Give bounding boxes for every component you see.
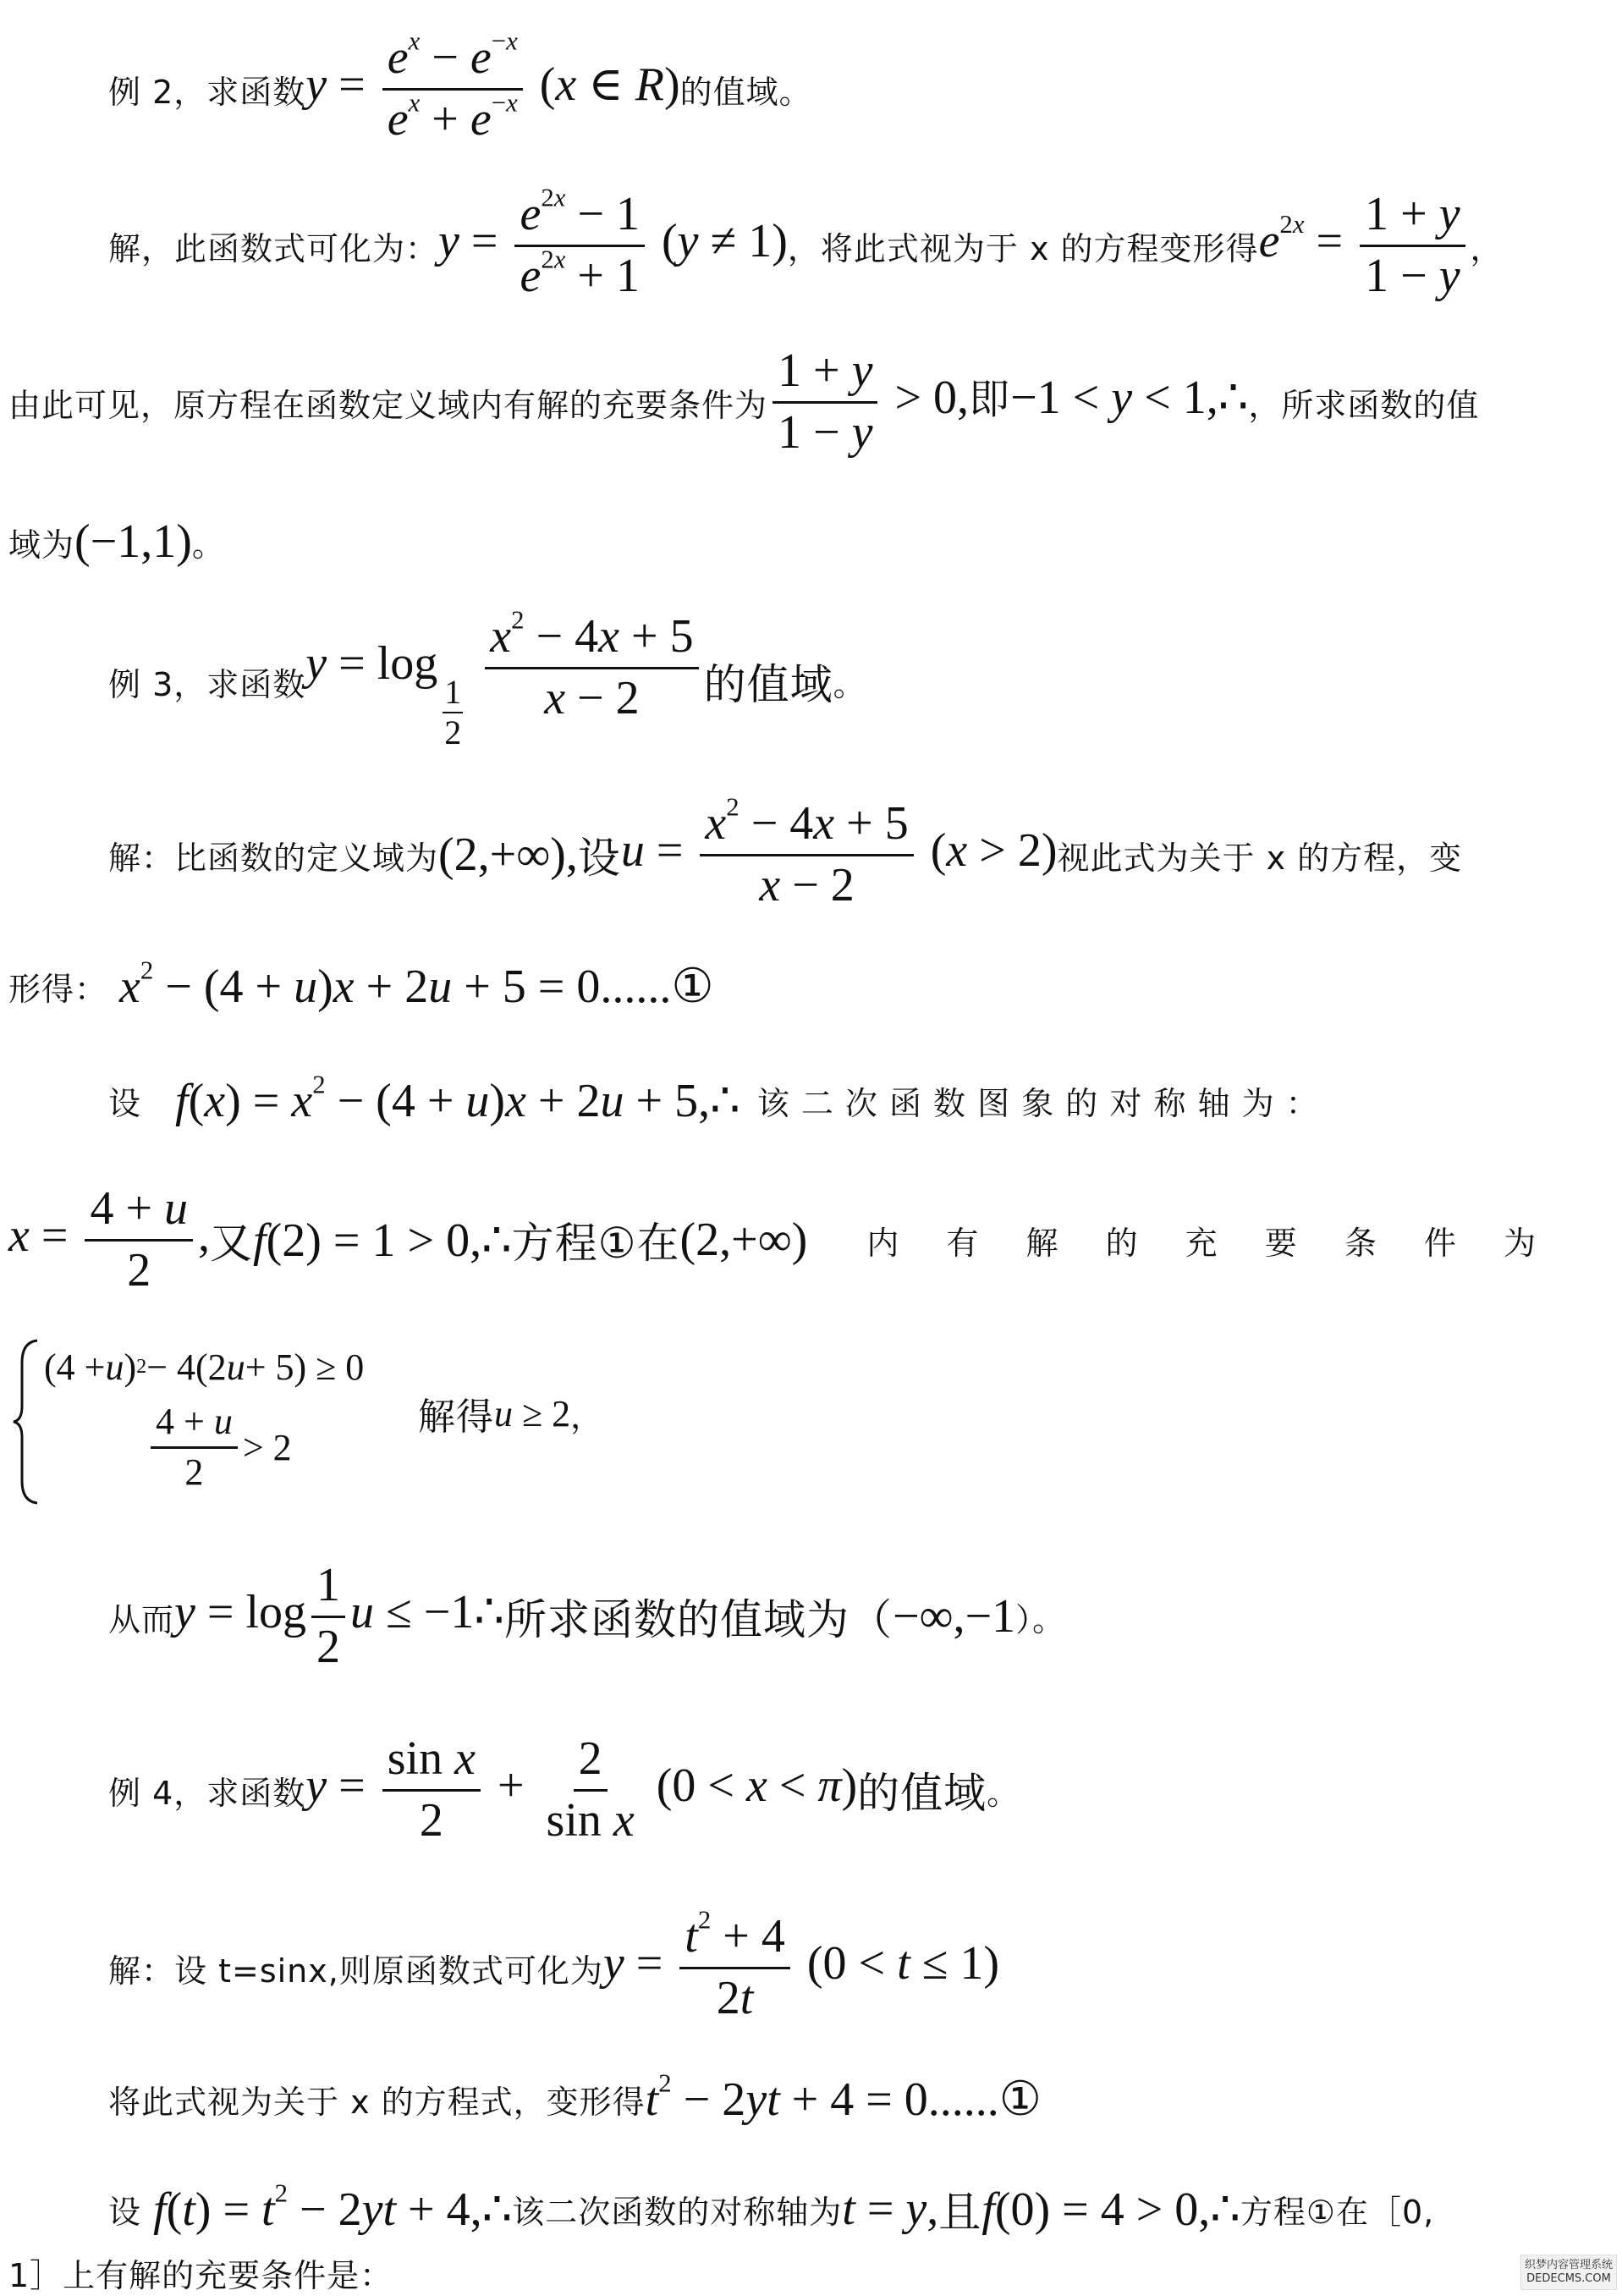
equation-1: $x^2 - (4 + u)x + 2u + 5$ = 0......① (119, 955, 714, 1013)
fraction: $\frac{t^2 + 4}{2t}$ (679, 1911, 790, 2024)
solution-4-line-4 (8, 2251, 393, 2293)
solution-3-line-3 (108, 1058, 1319, 1142)
solution-4-line-2 (108, 2056, 1042, 2141)
solve-text: 解得 (418, 1396, 494, 1439)
comma: ， (1470, 229, 1504, 267)
solution-2-tail: ，所求函数的值 (1248, 386, 1480, 424)
solution-2-line-3 (8, 499, 225, 584)
fraction: $\frac{1 + y}{1 - y}$ (773, 345, 877, 459)
comma: ， (570, 1397, 604, 1435)
solution-3-line-4 (8, 1168, 1554, 1312)
solution-2-condition-text: 由此可见，原方程在函数定义域内有解的充要条件为 (8, 386, 768, 424)
example-2-label: 例 2，求函数 (108, 73, 306, 111)
brace-icon (10, 1337, 44, 1506)
transform-label: 形得： (8, 970, 108, 1008)
solution-4-text: 将此式视为关于 x 的方程式，变形得 (108, 2083, 646, 2121)
fraction: $\frac{x^2 - 4x + 5}{x - 2}$ (485, 611, 698, 724)
solution-2-line-1 (108, 173, 1504, 317)
equation-ref: 方程①在 (511, 1219, 680, 1268)
solution-2-formula-1: y = $\frac{e^{2x} - 1}{e^{2x} + 1}$ (y ≠ 1) (438, 183, 788, 302)
equation-t: $t^2 - 2yt + 4$ = 0......① (645, 2068, 1042, 2126)
ji-text: 即 (969, 375, 1011, 423)
example-2-suffix: 的值域。 (679, 73, 812, 111)
solve-result: 解得 u ≥ 2 ， (418, 1379, 603, 1447)
solution-2-line-2 (8, 330, 1479, 474)
range-value: (−1,1) (74, 515, 192, 568)
solution-2-text: ，将此式视为于 x 的方程变形得 (787, 229, 1259, 267)
f2-value: f(2) = 1 > 0,∴ (253, 1214, 512, 1267)
fraction: $\frac{4 + u}{2}$ (151, 1401, 238, 1493)
example-4-line (108, 1718, 1020, 1862)
solution-4-intro: 解：设 t=sinx,则原函数式可化为 (108, 1952, 603, 1990)
solution-3-intro: 解：比函数的定义域为 (108, 839, 439, 877)
watermark-logo (1520, 2255, 1617, 2290)
axis-text: 该 二 次 函 数 图 象 的 对 称 轴 为 ： (756, 1084, 1319, 1122)
period: 。 (191, 526, 225, 564)
substitution-formula: u = $\frac{x^2 - 4x + 5}{x - 2}$ (x > 2) (620, 792, 1058, 911)
and-text: 且 (938, 2188, 982, 2237)
let-text: 设 (577, 834, 621, 883)
fraction: $\frac{1 + y}{1 - y}$ (1360, 189, 1465, 302)
solution-2-condition-formula: $\frac{1 + y}{1 - y}$ > 0,即−1 < y < 1,∴ (767, 345, 1248, 459)
example-4-suffix: 的值域 (857, 1769, 987, 1818)
example-4-label: 例 4，求函数 (108, 1774, 306, 1812)
interval-value: (2,+∞) (679, 1214, 808, 1266)
period: 。 (987, 1774, 1020, 1812)
fraction: $\frac{1}{2}$ (311, 1560, 345, 1673)
example-2-line (108, 8, 812, 169)
axis-text: 该二次函数的对称轴为 (512, 2193, 843, 2231)
example-3-line (108, 605, 866, 753)
example-3-suffix: 的值域 (703, 660, 833, 709)
inequality-2: $\frac{4 + u}{2}$ > 2 (146, 1388, 292, 1506)
solution-2-intro: 解，此函数式可化为： (108, 229, 439, 267)
log-formula: y = log $\frac{1}{2}$ u ≤ −1∴ (174, 1558, 504, 1673)
example-3-label: 例 3，求函数 (108, 665, 306, 703)
equation-ref-text: 方程①在［0, (1240, 2193, 1435, 2231)
function-f-t: $f(t) = t^2 - 2yt$ + 4,∴ (153, 2178, 513, 2236)
inequality-1: (4 + u ) 2 − 4(2 u + 5) ≥ 0 (44, 1346, 365, 1388)
axis-formula: x = $\frac{4 + u}{2}$ , (8, 1181, 211, 1297)
range-text: 所求函数的值域为（ (503, 1595, 893, 1644)
solution-3-conclusion (108, 1549, 1065, 1684)
solution-4-formula: y = $\frac{t^2 + 4}{2t}$ (0 < t ≤ 1) (602, 1905, 1000, 2024)
solution-2-formula-2: $e^{2x}$ = $\frac{1 + y}{1 - y}$ (1259, 189, 1471, 302)
thus-text: 从而 (108, 1600, 175, 1638)
watermark-line-1: 织梦内容管理系统 (1524, 2259, 1613, 2272)
fraction: $\frac{e^x - e^{-x}}{e^x + e^{-x}}$ (382, 32, 523, 146)
fraction: $\frac{\text{sin x}}{2}$ (382, 1733, 481, 1847)
solution-3-text: 视此式为关于 x 的方程，变 (1057, 839, 1463, 877)
period: 。 (833, 665, 866, 703)
fraction: $\frac{2}{\text{sin x}}$ (546, 1732, 635, 1847)
solution-4-line-3 (108, 2167, 1434, 2251)
solution-4-line-1 (108, 1896, 999, 2040)
range-value-3: −∞,−1 (892, 1590, 1016, 1643)
also-text: 又 (210, 1219, 254, 1268)
example-4-formula: y = $\frac{\text{sin x}}{2}$ + $\frac{2}{\text{sin x}}$ (0 < x < π) (305, 1732, 858, 1847)
closing: ）。 (1015, 1600, 1066, 1638)
axis-t: t = y, (842, 2183, 939, 2235)
let-text: 设 (108, 2193, 142, 2231)
f0-value: f(0) = 4 > 0,∴ (981, 2183, 1240, 2236)
function-f-def: $f(x) = x^2 - (4 + u)x + 2u$ + 5,∴ (175, 1069, 740, 1127)
domain-value: (2,+∞), (438, 829, 578, 881)
let-text: 设 (108, 1084, 142, 1122)
fraction: $\frac{x^2 - 4x + 5}{x - 2}$ (700, 798, 913, 911)
watermark-line-2: DEDECMS.COM (1526, 2272, 1611, 2285)
condition-text: 内 有 解 的 充 要 条 件 为 (866, 1224, 1554, 1262)
example-2-formula: y = $\frac{e^x - e^{-x}}{e^x + e^{-x}}$ (x ∈ R) (305, 26, 680, 146)
fraction: $\frac{4 + u}{2}$ (85, 1183, 193, 1297)
solution-3-line-1 (108, 783, 1462, 927)
example-3-formula: y = log $_{\frac{1}{2}}$ $\frac{x^2 - 4x + 5}{x - 2}$ (305, 611, 703, 752)
fraction: $\frac{e^{2x} - 1}{e^{2x} + 1}$ (514, 189, 645, 302)
solution-4-tail: 1］上有解的充要条件是： (8, 2256, 393, 2294)
solution-3-line-2 (8, 944, 714, 1028)
range-label: 域为 (8, 526, 75, 564)
